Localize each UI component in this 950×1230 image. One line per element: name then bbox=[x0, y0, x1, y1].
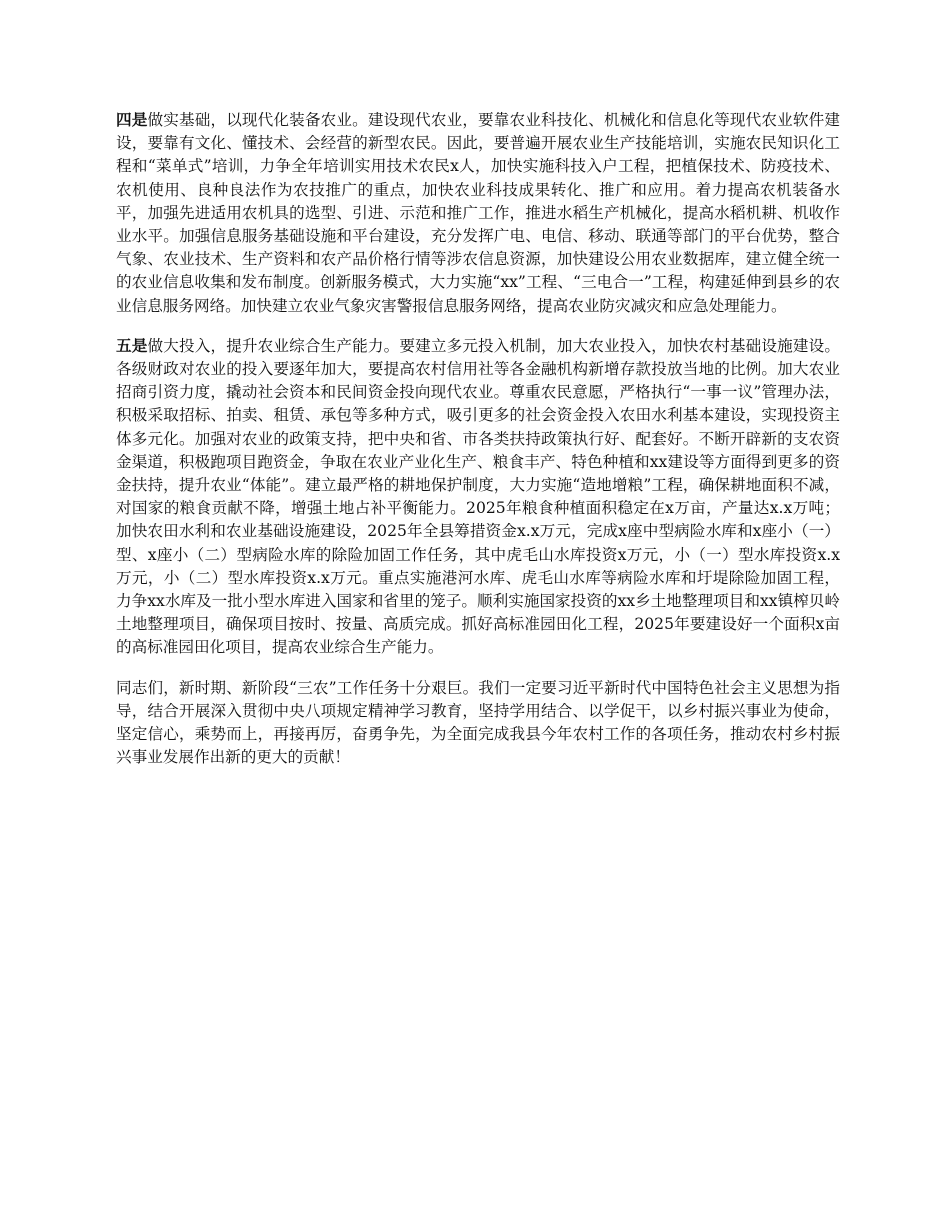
paragraph-body: 同志们，新时期、新阶段“三农”工作任务十分艰巨。我们一定要习近平新时代中国特色社会主义思想为指导，结合开展深入贯彻中央八项规定精神学习教育，坚持学用结合、以学促干，以乡村振兴事业为使命，坚定信心，乘势而上，再接再厉，奋勇争先，为全面完成我县今年农村工作的各项任务，推动农村乡村振兴事业发展作出新的更大的贡献！ bbox=[116, 678, 840, 767]
document-page bbox=[116, 108, 840, 785]
paragraph-lead: 四是 bbox=[116, 110, 148, 129]
paragraph-lead: 五是 bbox=[116, 335, 148, 355]
paragraph-body: 做实基础，以现代化装备农业。建设现代农业，要靠农业科技化、机械化和信息化等现代农业软件建设，要靠有文化、懂技术、会经营的新型农民。因此，要普遍开展农业生产技能培训，实施农民知识化工程和“菜单式”培训，力争全年培训实用技术农民x人，加快实施科技入户工程，把植保技术、防疫技术、农机使用、良种良法作为农技推广的重点，加快农业科技成果转化、推广和应用。着力提高农机装备水平，加强先进适用农机具的选型、引进、示范和推广工作，推进水稻生产机械化，提高水稻机耕、机收作业水平。加强信息服务基础设施和平台建设，充分发挥广电、电信、移动、联通等部门的平台优势，整合气象、农业技术、生产资料和农产品价格行情等涉农信息资源，加快建设公用农业数据库，建立健全统一的农业信息收集和发布制度。创新服务模式，大力实施“xx”工程、“三电合一”工程，构建延伸到县乡的农业信息服务网络。加快建立农业气象灾害警报信息服务网络，提高农业防灾减灾和应急处理能力。 bbox=[116, 111, 840, 315]
paragraph-body: 做大投入，提升农业综合生产能力。要建立多元投入机制，加大农业投入，加快农村基础设施建设。各级财政对农业的投入要逐年加大，要提高农村信用社等各金融机构新增存款投放当地的比例。加大农业招商引资力度，撬动社会资本和民间资金投向现代农业。尊重农民意愿，严格执行“一事一议”管理办法，积极采取招标、拍卖、租赁、承包等多种方式，吸引更多的社会资金投入农田水利基本建设，实现投资主体多元化。加强对农业的政策支持，把中央和省、市各类扶持政策执行好、配套好。不断开辟新的支农资金渠道，积极跑项目跑资金，争取在农业产业化生产、粮食丰产、特色种植和xx建设等方面得到更多的资金扶持，提升农业“体能”。建立最严格的耕地保护制度，大力实施“造地增粮”工程，确保耕地面积不减，对国家的粮食贡献不降，增强土地占补平衡能力。2025年粮食种植面积稳定在x万亩，产量达x.x万吨；加快农田水利和农业基础设施建设，2025年全县筹措资金x.x万元，完成x座中型病险水库和x座小（一）型、x座小（二）型病险水库的除险加固工作任务，其中虎毛山水库投资x万元，小（一）型水库投资x.x万元，小（二）型水库投资x.x万元。重点实施港河水库、虎毛山水库等病险水库和圩堤除险加固工程，力争xx水库及一批小型水库进入国家和省里的笼子。顺利实施国家投资的xx乡土地整理项目和xx镇榨贝岭土地整理项目，确保项目按时、按量、高质完成。抓好高标准园田化工程，2025年要建设好一个面积x亩的高标准园田化项目，提高农业综合生产能力。 bbox=[116, 336, 840, 657]
paragraph-closing bbox=[116, 676, 840, 770]
paragraph-four bbox=[116, 108, 840, 318]
paragraph-five bbox=[116, 334, 840, 660]
